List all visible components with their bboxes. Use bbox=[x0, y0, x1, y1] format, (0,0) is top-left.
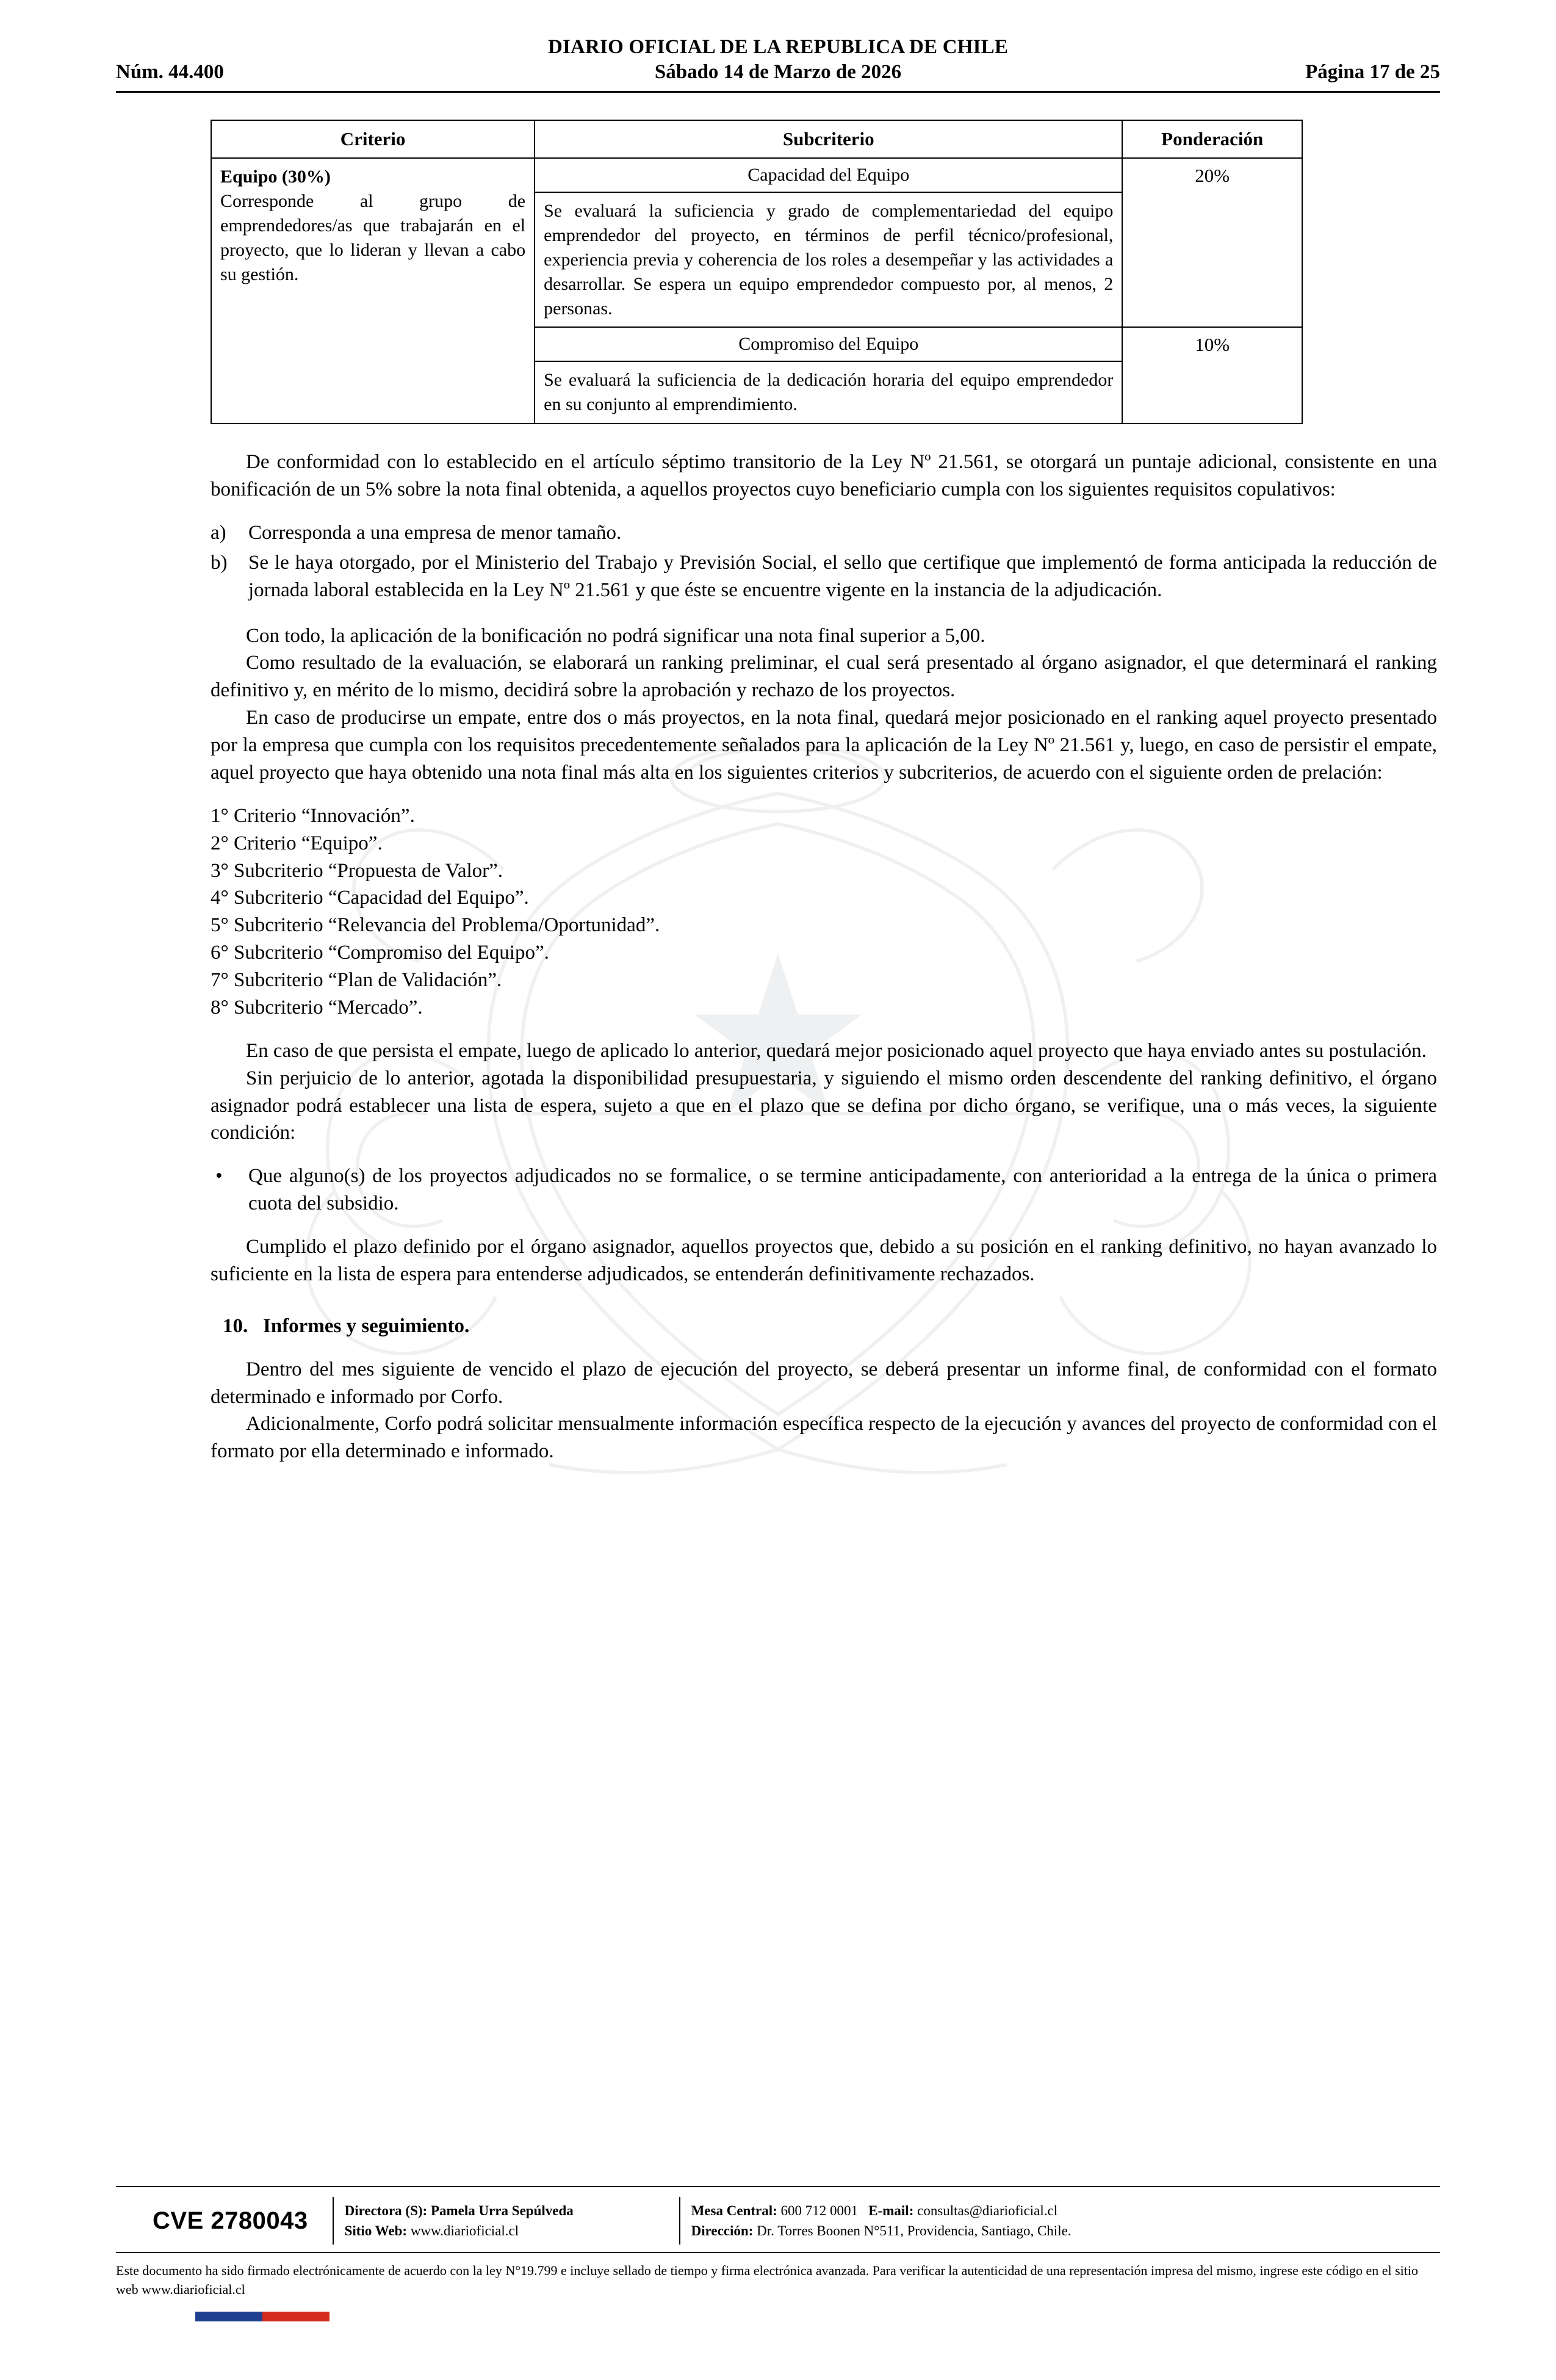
paragraph-informacion-mensual: Adicionalmente, Corfo podrá solicitar mensualmente información específica respecto de la ejecución y avances del proyecto de conformidad con el formato por ella determinado e informado. bbox=[211, 1413, 1437, 1463]
section-heading-informes bbox=[211, 1313, 1437, 1340]
footer-email-label: E-mail: bbox=[868, 2203, 914, 2219]
weight-cell-2: 10% bbox=[1122, 327, 1302, 424]
list-marker: a) bbox=[211, 521, 226, 544]
col-header-ponderacion: Ponderación bbox=[1122, 120, 1302, 158]
list-item bbox=[211, 519, 1437, 547]
col-header-subcriterio: Subcriterio bbox=[535, 120, 1122, 158]
list-marker: b) bbox=[211, 551, 228, 574]
paragraph-bonificacion: De conformidad con lo establecido en el artículo séptimo transitorio de la Ley Nº 21.561, se otorgará un puntaje adicional, consistente en una bonificación de un 5% sobre la nota final obtenida, a aquellos proyectos cuyo beneficiario cumpla con los siguientes requisitos copulativos: bbox=[211, 451, 1437, 501]
page-number: Página 17 de 25 bbox=[1305, 61, 1440, 83]
publication-title: DIARIO OFICIAL DE LA REPUBLICA DE CHILE bbox=[547, 35, 1009, 58]
table-header-row bbox=[211, 120, 1302, 158]
paragraph-empate: En caso de producirse un empate, entre dos o más proyectos, en la nota final, quedará mejor posicionado en el ranking aquel proyecto presentado por la empresa que cumpla con los requisitos precedentemente señalados para la aplicación de la Ley Nº 21.561 y, luego, en caso de persistir el empate, aquel proyecto que haya obtenido una nota final más alta en los siguientes criterios y subcriterios, de acuerdo con el siguiente orden de prelación: bbox=[211, 707, 1437, 784]
prelacion-item: 5° Subcriterio “Relevancia del Problema/Oportunidad”. bbox=[211, 914, 660, 937]
document-body bbox=[0, 424, 1556, 1465]
paragraph-rechazados: Cumplido el plazo definido por el órgano asignador, aquellos proyectos que, debido a su posición en el ranking definitivo, no hayan avanzado lo suficiente en la lista de espera para entenderse adjudicados, se entenderán definitivamente rechazados. bbox=[211, 1236, 1437, 1285]
criteria-table bbox=[211, 120, 1303, 424]
prelacion-item: 3° Subcriterio “Propuesta de Valor”. bbox=[211, 859, 503, 882]
legal-notice: Este documento ha sido firmado electrónicamente de acuerdo con la ley N°19.799 e incluye sellado de tiempo y firma electrónica avanzada. Para verificar la autenticidad de una representación impresa del mismo, ingrese este código en el sitio web www.diarioficial.cl bbox=[116, 2263, 1419, 2298]
subcriterion-detail-1: Se evaluará la suficiencia y grado de complementariedad del equipo emprendedor del proyecto, en términos de perfil técnico/profesional, experiencia previa y coherencia de los roles a desempeñar y las actividades a desarrollar. Se espera un equipo emprendedor compuesto por, al menos, 2 personas. bbox=[535, 192, 1122, 327]
paragraph-lista-espera: Sin perjuicio de lo anterior, agotada la disponibilidad presupuestaria, y siguiendo el mismo orden descendente del ranking definitivo, el órgano asignador podrá establecer una lista de espera, sujeto a que en el plazo que se defina por dicho órgano, se verifique, una o más veces, la siguiente condición: bbox=[211, 1067, 1437, 1144]
header-center bbox=[116, 35, 1440, 85]
page-header bbox=[0, 0, 1556, 93]
condicion-bullet bbox=[211, 1163, 1437, 1217]
bullet-marker: • bbox=[215, 1165, 223, 1188]
subcriterion-heading-2: Compromiso del Equipo bbox=[535, 327, 1122, 361]
footer-directora-line bbox=[345, 2201, 668, 2221]
subcriterion-heading-1: Capacidad del Equipo bbox=[535, 158, 1122, 192]
footer-sitio-label: Sitio Web: bbox=[344, 2223, 408, 2239]
requisitos-list bbox=[211, 519, 1437, 604]
paragraph-persiste-empate: En caso de que persista el empate, luego de aplicado lo anterior, quedará mejor posicionado aquel proyecto que haya enviado antes su postulación. bbox=[246, 1039, 1427, 1062]
list-item bbox=[211, 549, 1437, 604]
bullet-text: Que alguno(s) de los proyectos adjudicados no se formalice, o se termine anticipadamente, con anterioridad a la entrega de la única o primera cuota del subsidio. bbox=[248, 1165, 1437, 1215]
footer-contact-left bbox=[345, 2201, 668, 2241]
footer-sitio-line bbox=[345, 2221, 668, 2241]
prelacion-item: 7° Subcriterio “Plan de Validación”. bbox=[211, 969, 502, 992]
issue-number: Núm. 44.400 bbox=[116, 61, 224, 83]
subcriterion-detail-2: Se evaluará la suficiencia de la dedicación horaria del equipo emprendedor en su conjunto al emprendimiento. bbox=[535, 361, 1122, 424]
cve-code: CVE 2780043 bbox=[153, 2207, 308, 2234]
footer-separator-1 bbox=[333, 2197, 334, 2245]
flag-red-stripe bbox=[262, 2312, 330, 2321]
paragraph-informe-final: Dentro del mes siguiente de vencido el plazo de ejecución del proyecto, se deberá presentar un informe final, de conformidad con el formato determinado e informado por Corfo. bbox=[211, 1358, 1437, 1408]
publication-date: Sábado 14 de Marzo de 2026 bbox=[654, 60, 902, 83]
prelacion-item: 8° Subcriterio “Mercado”. bbox=[211, 996, 423, 1019]
prelacion-item: 1° Criterio “Innovación”. bbox=[211, 804, 415, 827]
prelacion-item: 2° Criterio “Equipo”. bbox=[211, 832, 383, 854]
chile-flag-bar bbox=[195, 2312, 397, 2321]
header-row bbox=[116, 35, 1440, 85]
footer-mesa-label: Mesa Central: bbox=[691, 2203, 777, 2219]
section-title: Informes y seguimiento. bbox=[263, 1314, 470, 1337]
list-item-text: Se le haya otorgado, por el Ministerio del Trabajo y Previsión Social, el sello que certifique que implementó de forma anticipada la reducción de jornada laboral establecida en la Ley Nº 21.561 y que éste se encuentre vigente en la instancia de la adjudicación. bbox=[248, 551, 1437, 601]
footer-mesa-value: 600 712 0001 bbox=[780, 2203, 858, 2219]
footer-contact-right bbox=[691, 2201, 1440, 2241]
list-item-text: Corresponda a una empresa de menor tamaño. bbox=[248, 521, 622, 544]
footer-separator-2 bbox=[679, 2197, 680, 2245]
footer-sitio-value[interactable]: www.diarioficial.cl bbox=[410, 2223, 519, 2239]
page-footer bbox=[0, 2186, 1556, 2321]
paragraph-nota-maxima: Con todo, la aplicación de la bonificación no podrá significar una nota final superior a 5,00. bbox=[246, 624, 985, 647]
footer-direccion-line bbox=[691, 2221, 1440, 2241]
section-number: 10. bbox=[223, 1314, 248, 1337]
criterion-title: Equipo (30%) bbox=[220, 167, 331, 187]
weight-cell-1: 20% bbox=[1122, 158, 1302, 327]
prelacion-list bbox=[211, 802, 1437, 1022]
prelacion-item: 4° Subcriterio “Capacidad del Equipo”. bbox=[211, 887, 529, 909]
footer-direccion-value: Dr. Torres Boonen N°511, Providencia, Santiago, Chile. bbox=[757, 2223, 1072, 2239]
col-header-criterio: Criterio bbox=[211, 120, 535, 158]
criterion-description: Corresponde al grupo de emprendedores/as que trabajarán en el proyecto, que lo lideran y llevan a cabo su gestión. bbox=[220, 190, 526, 284]
footer-direccion-label: Dirección: bbox=[691, 2223, 754, 2239]
flag-white-stripe bbox=[330, 2312, 397, 2321]
footer-directora-value: Pamela Urra Sepúlveda bbox=[430, 2203, 574, 2219]
flag-blue-stripe bbox=[195, 2312, 262, 2321]
footer-email-value[interactable]: consultas@diarioficial.cl bbox=[917, 2203, 1058, 2219]
paragraph-ranking-preliminar: Como resultado de la evaluación, se elaborará un ranking preliminar, el cual será presentado al órgano asignador, el que determinará el ranking definitivo y, en mérito de lo mismo, decidirá sobre la aprobación y rechazo de los proyectos. bbox=[211, 652, 1437, 702]
footer-main bbox=[116, 2187, 1440, 2252]
footer-mesa-line bbox=[691, 2201, 1440, 2221]
criterion-cell bbox=[211, 158, 535, 424]
prelacion-item: 6° Subcriterio “Compromiso del Equipo”. bbox=[211, 942, 549, 964]
footer-directora-label: Directora (S): bbox=[344, 2203, 428, 2219]
criteria-table-wrapper bbox=[0, 93, 1556, 424]
table-row bbox=[211, 158, 1302, 192]
